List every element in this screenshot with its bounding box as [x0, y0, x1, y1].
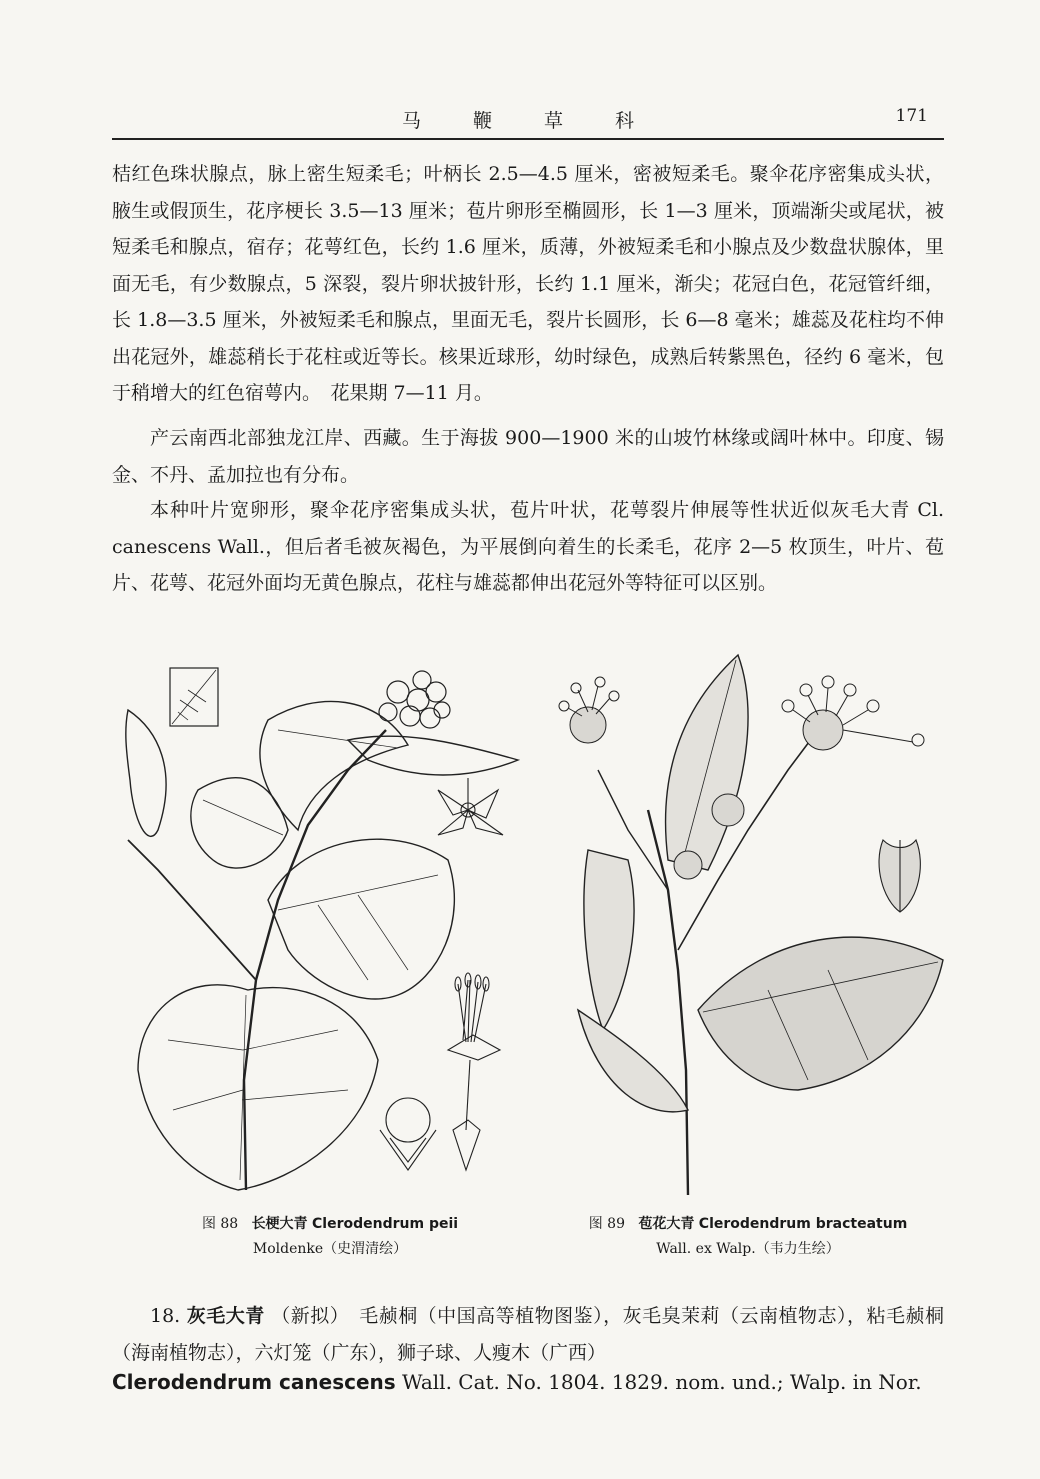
running-header	[112, 100, 944, 140]
figure-89-caption	[548, 1212, 948, 1262]
leaf	[191, 778, 288, 868]
leaf	[584, 850, 634, 1030]
description-paragraph: 桔红色珠状腺点，脉上密生短柔毛；叶柄长 2.5—4.5 厘米，密被短柔毛。聚伞花序密集成头状，腋生或假顶生，花序梗长 3.5—13 厘米；苞片卵形至椭圆形，长 1—3 厘米，顶端渐尖或尾状，被短柔毛和腺点，宿存；花萼红色，长约 1.6 厘米，质薄，外被短柔毛和小腺点及少数盘状腺体，里面无毛，有少数腺点，5 深裂，裂片卵状披针形，长约 1.1 厘米，渐尖；花冠白色，花冠管纤细，长 1.8—3.5 厘米，外被短柔毛和腺点，里面无毛，裂片长圆形，长 6—8 毫米；雄蕊及花柱均不伸出花冠外，雄蕊稍长于花柱或近等长。核果近球形，幼时绿色，成熟后转紫黑色，径约 6 毫米，包于稍增大的红色宿萼内。 花果期 7—11 月。	[112, 163, 944, 404]
flower-detail	[438, 778, 503, 835]
figure-label: 图 89	[588, 1216, 625, 1232]
chinese-name: 苞花大青	[638, 1216, 695, 1232]
main-stem	[244, 730, 386, 1190]
scientific-name: Clerodendrum bracteatum	[698, 1216, 908, 1232]
leaf	[268, 839, 454, 999]
species-synonyms: （新拟） 毛赪桐（中国高等植物图鉴），灰毛臭茉莉（云南植物志），粘毛赪桐（海南植物志），六灯笼（广东），狮子球、人瘦木（广西）	[112, 1305, 944, 1364]
figure-88-illustration	[118, 650, 538, 1205]
distribution-paragraph: 产云南西北部独龙江岸、西藏。生于海拔 900—1900 米的山坡竹林缘或阔叶林中。印度、锡金、不丹、孟加拉也有分布。	[112, 427, 944, 486]
figure-label: 图 88	[201, 1216, 239, 1232]
chinese-name: 长梗大青	[251, 1216, 308, 1232]
fruit-cluster	[379, 671, 450, 728]
scientific-name: Clerodendrum canescens	[112, 1370, 396, 1394]
fruit-calyx-detail	[380, 1098, 436, 1170]
figure-89-illustration	[548, 650, 948, 1205]
species-number: 18.	[150, 1305, 181, 1327]
leaf	[666, 655, 748, 870]
comparison-paragraph: 本种叶片宽卵形，聚伞花序密集成头状，苞片叶状，花萼裂片伸展等性状近似灰毛大青 Cl. canescens Wall.，但后者毛被灰褐色，为平展倒向着生的长柔毛，花序 2—5 枚顶生，叶片、苞片、花萼、花冠外面均无黄色腺点，花柱与雄蕊都伸出花冠外等特征可以区别。	[112, 499, 944, 594]
page-title: 马鞭草科	[402, 110, 687, 132]
caption-authority: Wall. ex Walp.（韦力生绘）	[656, 1241, 840, 1257]
bract-detail	[879, 840, 920, 912]
page-number: 171	[895, 106, 928, 126]
species-name: 灰毛大青	[186, 1305, 265, 1327]
species-18-heading	[112, 1298, 944, 1371]
flower-stamens-detail	[448, 973, 500, 1170]
leaf-detail-inset	[170, 668, 218, 726]
side-branch	[128, 840, 256, 980]
leaf	[138, 985, 378, 1190]
inflorescence	[559, 677, 619, 743]
inflorescence	[782, 676, 924, 750]
figure-88-caption	[140, 1212, 520, 1262]
leaf	[126, 710, 166, 836]
leaf	[698, 937, 943, 1090]
leaf	[578, 1010, 688, 1112]
citation-text: Wall. Cat. No. 1804. 1829. nom. und.; Walp. in Nor.	[402, 1370, 922, 1394]
scientific-name: Clerodendrum peii	[312, 1216, 459, 1232]
species-18-citation	[112, 1364, 944, 1401]
caption-authority: Moldenke（史渭清绘）	[252, 1241, 408, 1257]
